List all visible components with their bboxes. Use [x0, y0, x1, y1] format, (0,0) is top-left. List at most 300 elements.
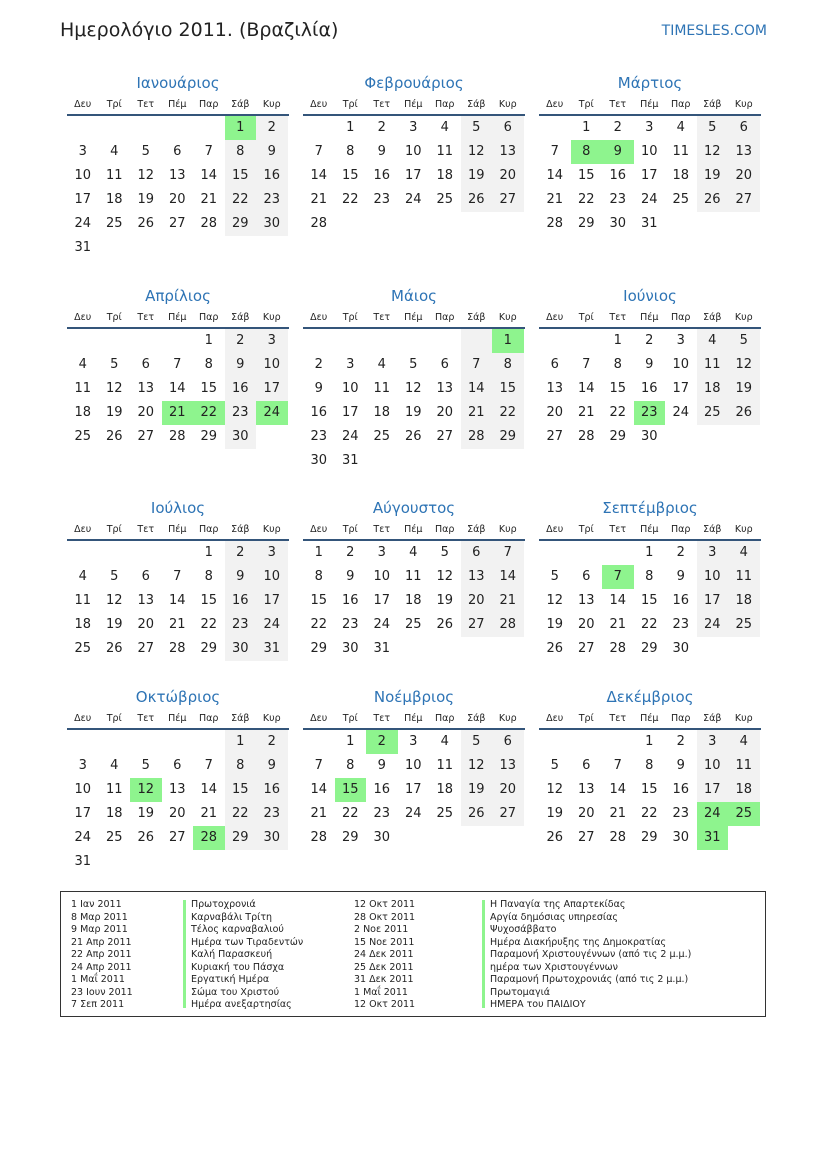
weekday-header — [539, 95, 761, 116]
month-name: Ιούλιος — [150, 499, 206, 517]
month-calendar — [539, 284, 761, 449]
day-cell: 28 — [609, 830, 627, 845]
day-cell: 5 — [141, 758, 150, 773]
holiday-name: Η Παναγία της Απαρτεκίδας — [490, 899, 626, 910]
day-cell: 11 — [404, 569, 422, 584]
day-cell: 19 — [137, 192, 155, 207]
holiday-date: 9 Μαρ 2011 — [71, 924, 128, 935]
day-cell: 1 — [204, 333, 213, 348]
day-cell: 17 — [256, 377, 288, 401]
empty-cell — [461, 826, 493, 850]
empty-cell — [461, 449, 493, 473]
day-cell: 11 — [436, 758, 454, 773]
holiday-date: 31 Δεκ 2011 — [354, 974, 414, 985]
day-grid — [539, 329, 761, 449]
day-cell: 14 — [492, 565, 524, 589]
weekday-label: Δευ — [310, 99, 328, 110]
day-grid — [67, 329, 289, 449]
day-cell: 3 — [697, 730, 729, 754]
day-cell: 22 — [225, 802, 257, 826]
day-cell: 9 — [256, 754, 288, 778]
weekday-header — [67, 308, 289, 329]
day-cell: 3 — [676, 333, 685, 348]
empty-cell — [99, 541, 131, 565]
day-cell: 16 — [256, 778, 288, 802]
day-cell: 2 — [676, 545, 685, 560]
day-cell: 16 — [225, 377, 257, 401]
day-cell: 23 — [672, 806, 690, 821]
day-cell: 22 — [609, 405, 627, 420]
weekday-label: Τετ — [373, 713, 391, 724]
empty-cell — [728, 637, 760, 661]
day-cell: 12 — [697, 140, 729, 164]
day-cell: 25 — [672, 192, 690, 207]
day-cell: 15 — [200, 381, 218, 396]
day-cell: 29 — [492, 425, 524, 449]
legend-left-names — [191, 899, 303, 1012]
month-name: Μάρτιος — [617, 74, 683, 92]
day-cell: 6 — [173, 144, 182, 159]
day-cell: 23 — [341, 617, 359, 632]
holiday-date: 28 Οκτ 2011 — [354, 911, 416, 923]
day-cell: 10 — [404, 144, 422, 159]
day-cell: 22 — [225, 188, 257, 212]
day-cell: 5 — [461, 730, 493, 754]
holiday-day-cell: 2 — [366, 730, 398, 754]
day-cell: 5 — [461, 116, 493, 140]
day-cell: 23 — [256, 188, 288, 212]
empty-cell — [303, 329, 335, 353]
empty-cell — [303, 730, 335, 754]
day-cell: 4 — [676, 120, 685, 135]
holiday-date: 1 Μαΐ 2011 — [354, 986, 408, 998]
day-grid — [67, 541, 289, 661]
empty-cell — [256, 850, 288, 874]
weekday-label: Παρ — [671, 713, 691, 724]
empty-cell — [193, 850, 225, 874]
day-cell: 6 — [582, 758, 591, 773]
empty-cell — [461, 329, 493, 353]
day-cell: 22 — [310, 617, 328, 632]
day-cell: 12 — [728, 353, 760, 377]
day-cell: 18 — [436, 782, 454, 797]
weekday-label: Τετ — [373, 524, 391, 535]
page-title: Ημερολόγιο 2011. (Βραζιλία) — [60, 19, 339, 41]
day-cell: 26 — [728, 401, 760, 425]
weekday-label: Δευ — [546, 524, 564, 535]
empty-cell — [429, 826, 461, 850]
day-cell: 21 — [310, 192, 328, 207]
day-cell: 9 — [346, 569, 355, 584]
day-cell: 29 — [310, 641, 328, 656]
month-calendar — [67, 71, 289, 260]
empty-cell — [602, 730, 634, 754]
weekday-label: Παρ — [199, 713, 219, 724]
day-cell: 18 — [404, 593, 422, 608]
day-cell: 26 — [137, 830, 155, 845]
day-cell: 15 — [200, 593, 218, 608]
day-cell: 4 — [697, 329, 729, 353]
day-cell: 11 — [373, 381, 391, 396]
holiday-day-cell: 25 — [728, 802, 760, 826]
day-cell: 6 — [173, 758, 182, 773]
day-cell: 13 — [728, 140, 760, 164]
day-cell: 16 — [609, 168, 627, 183]
day-cell: 21 — [609, 617, 627, 632]
day-cell: 31 — [256, 637, 288, 661]
day-cell: 20 — [492, 164, 524, 188]
holiday-day-cell: 28 — [193, 826, 225, 850]
empty-cell — [492, 212, 524, 236]
day-cell: 5 — [440, 545, 449, 560]
empty-cell — [162, 730, 194, 754]
day-cell: 11 — [74, 593, 92, 608]
day-cell: 28 — [200, 216, 218, 231]
month-name: Οκτώβριος — [135, 688, 221, 706]
day-cell: 4 — [728, 730, 760, 754]
empty-cell — [130, 236, 162, 260]
weekday-label: Σάβ — [467, 99, 486, 110]
day-cell: 20 — [577, 617, 595, 632]
holiday-date: 8 Μαρ 2011 — [71, 911, 128, 923]
weekday-label: Κυρ — [734, 312, 753, 323]
day-cell: 16 — [256, 164, 288, 188]
day-cell: 27 — [728, 188, 760, 212]
weekday-label: Πέμ — [640, 99, 659, 110]
empty-cell — [366, 212, 398, 236]
day-cell: 11 — [74, 381, 92, 396]
day-cell: 2 — [256, 730, 288, 754]
weekday-label: Σάβ — [231, 524, 250, 535]
day-cell: 12 — [105, 593, 123, 608]
weekday-header — [539, 520, 761, 541]
holiday-day-cell: 22 — [193, 401, 225, 425]
day-cell: 11 — [728, 754, 760, 778]
day-cell: 27 — [137, 641, 155, 656]
legend-right-dates — [354, 899, 415, 1012]
day-cell: 22 — [640, 806, 658, 821]
weekday-label: Δευ — [310, 713, 328, 724]
day-cell: 3 — [346, 357, 355, 372]
day-cell: 18 — [697, 377, 729, 401]
weekday-label: Σάβ — [231, 312, 250, 323]
holiday-name: ΗΜΕΡΑ του ΠΑΙΔΙΟΥ — [490, 999, 586, 1010]
day-cell: 28 — [577, 429, 595, 444]
day-cell: 21 — [310, 806, 328, 821]
weekday-label: Πέμ — [168, 713, 187, 724]
day-cell: 3 — [78, 758, 87, 773]
day-cell: 4 — [377, 357, 386, 372]
weekday-label: Τετ — [137, 713, 155, 724]
empty-cell — [665, 425, 697, 449]
day-cell: 26 — [461, 802, 493, 826]
day-cell: 11 — [697, 353, 729, 377]
empty-cell — [256, 236, 288, 260]
weekday-label: Παρ — [671, 524, 691, 535]
day-cell: 1 — [346, 734, 355, 749]
weekday-label: Τρί — [578, 312, 594, 323]
day-cell: 30 — [609, 216, 627, 231]
day-cell: 24 — [256, 613, 288, 637]
day-cell: 12 — [404, 381, 422, 396]
day-cell: 26 — [461, 188, 493, 212]
empty-cell — [130, 116, 162, 140]
day-cell: 28 — [168, 641, 186, 656]
day-cell: 6 — [492, 730, 524, 754]
day-cell: 18 — [74, 405, 92, 420]
day-cell: 1 — [613, 333, 622, 348]
empty-cell — [130, 850, 162, 874]
day-cell: 18 — [728, 778, 760, 802]
day-cell: 14 — [200, 168, 218, 183]
weekday-label: Τρί — [578, 524, 594, 535]
weekday-label: Κυρ — [262, 312, 281, 323]
day-cell: 8 — [613, 357, 622, 372]
empty-cell — [67, 329, 99, 353]
empty-cell — [225, 850, 257, 874]
day-cell: 25 — [105, 216, 123, 231]
day-cell: 25 — [728, 613, 760, 637]
day-cell: 19 — [697, 164, 729, 188]
empty-cell — [571, 329, 603, 353]
day-cell: 27 — [492, 802, 524, 826]
day-cell: 3 — [377, 545, 386, 560]
day-cell: 27 — [436, 429, 454, 444]
weekday-header — [67, 709, 289, 730]
holiday-day-cell: 15 — [335, 778, 367, 802]
day-cell: 11 — [105, 168, 123, 183]
day-cell: 23 — [609, 192, 627, 207]
day-cell: 23 — [373, 192, 391, 207]
day-cell: 4 — [440, 120, 449, 135]
day-cell: 29 — [640, 830, 658, 845]
day-cell: 27 — [461, 613, 493, 637]
day-cell: 22 — [577, 192, 595, 207]
day-cell: 9 — [377, 144, 386, 159]
day-cell: 20 — [577, 806, 595, 821]
empty-cell — [99, 236, 131, 260]
weekday-label: Σάβ — [467, 312, 486, 323]
day-cell: 21 — [200, 192, 218, 207]
weekday-label: Σάβ — [231, 99, 250, 110]
weekday-label: Κυρ — [498, 312, 517, 323]
holiday-day-cell: 23 — [634, 401, 666, 425]
empty-cell — [398, 212, 430, 236]
day-cell: 14 — [609, 782, 627, 797]
month-calendar — [67, 685, 289, 874]
day-cell: 10 — [404, 758, 422, 773]
day-cell: 24 — [74, 830, 92, 845]
holiday-day-cell: 24 — [697, 802, 729, 826]
day-cell: 6 — [492, 116, 524, 140]
month-name: Αύγουστος — [372, 499, 456, 517]
day-cell: 10 — [256, 565, 288, 589]
empty-cell — [492, 449, 524, 473]
day-cell: 10 — [373, 569, 391, 584]
holiday-name: Ημέρα Διακήρυξης της Δημοκρατίας — [490, 936, 667, 948]
empty-cell — [130, 730, 162, 754]
weekday-label: Παρ — [435, 524, 455, 535]
holiday-name: Παραμονή Πρωτοχρονιάς (από τις 2 μ.μ.) — [490, 974, 689, 985]
day-cell: 9 — [314, 381, 323, 396]
weekday-label: Τρί — [578, 99, 594, 110]
holiday-day-cell: 21 — [162, 401, 194, 425]
day-cell: 12 — [461, 754, 493, 778]
day-cell: 16 — [373, 168, 391, 183]
holiday-day-cell: 9 — [602, 140, 634, 164]
weekday-label: Τρί — [578, 713, 594, 724]
day-cell: 5 — [110, 357, 119, 372]
holiday-date: 22 Απρ 2011 — [71, 949, 132, 960]
day-grid — [303, 116, 525, 236]
day-cell: 3 — [409, 120, 418, 135]
day-cell: 5 — [550, 569, 559, 584]
day-cell: 25 — [373, 429, 391, 444]
weekday-label: Δευ — [74, 99, 92, 110]
day-cell: 13 — [137, 593, 155, 608]
day-cell: 5 — [550, 758, 559, 773]
day-cell: 16 — [225, 589, 257, 613]
day-cell: 24 — [341, 429, 359, 444]
weekday-label: Τετ — [137, 524, 155, 535]
empty-cell — [162, 541, 194, 565]
day-cell: 26 — [546, 830, 564, 845]
weekday-header — [539, 308, 761, 329]
day-cell: 7 — [613, 758, 622, 773]
day-cell: 12 — [461, 140, 493, 164]
month-name: Ιούνιος — [623, 287, 677, 305]
day-cell: 18 — [672, 168, 690, 183]
day-cell: 13 — [577, 782, 595, 797]
day-cell: 9 — [256, 140, 288, 164]
month-name: Δεκέμβριος — [606, 688, 694, 706]
weekday-label: Παρ — [671, 99, 691, 110]
month-name: Σεπτέμβριος — [602, 499, 698, 517]
weekday-label: Τετ — [609, 312, 627, 323]
day-cell: 23 — [225, 401, 257, 425]
holiday-date: 23 Ιουν 2011 — [71, 986, 133, 998]
day-grid — [67, 116, 289, 260]
day-cell: 12 — [546, 593, 564, 608]
holiday-day-cell: 24 — [256, 401, 288, 425]
day-cell: 8 — [492, 353, 524, 377]
day-cell: 19 — [137, 806, 155, 821]
empty-cell — [492, 637, 524, 661]
weekday-label: Τετ — [137, 99, 155, 110]
holiday-name: Εργατική Ημέρα — [191, 974, 270, 985]
day-cell: 10 — [640, 144, 658, 159]
day-cell: 7 — [173, 569, 182, 584]
holiday-name: ημέρα των Χριστουγέννων — [490, 961, 618, 973]
day-cell: 22 — [492, 401, 524, 425]
weekday-label: Πέμ — [168, 312, 187, 323]
empty-cell — [571, 541, 603, 565]
day-cell: 8 — [225, 140, 257, 164]
day-cell: 24 — [640, 192, 658, 207]
day-cell: 10 — [256, 353, 288, 377]
day-grid — [303, 329, 525, 473]
brand-link[interactable]: TIMESLES.COM — [661, 23, 767, 39]
weekday-label: Κυρ — [262, 524, 281, 535]
holiday-name: Πρωτοχρονιά — [191, 899, 256, 910]
day-cell: 13 — [492, 140, 524, 164]
empty-cell — [539, 329, 571, 353]
day-cell: 10 — [74, 782, 92, 797]
holiday-date: 12 Οκτ 2011 — [354, 899, 416, 910]
weekday-label: Δευ — [310, 312, 328, 323]
empty-cell — [162, 329, 194, 353]
weekday-label: Σάβ — [467, 713, 486, 724]
holiday-date: 21 Απρ 2011 — [71, 936, 132, 948]
day-cell: 25 — [74, 429, 92, 444]
weekday-label: Σάβ — [703, 312, 722, 323]
holiday-name: Σώμα του Χριστού — [191, 986, 280, 998]
day-cell: 25 — [105, 830, 123, 845]
day-cell: 1 — [582, 120, 591, 135]
day-cell: 30 — [256, 826, 288, 850]
day-cell: 21 — [461, 401, 493, 425]
holiday-date: 24 Απρ 2011 — [71, 961, 132, 973]
day-cell: 10 — [672, 357, 690, 372]
day-cell: 19 — [105, 405, 123, 420]
day-cell: 8 — [204, 357, 213, 372]
day-cell: 13 — [168, 782, 186, 797]
day-cell: 28 — [168, 429, 186, 444]
empty-cell — [67, 116, 99, 140]
day-cell: 17 — [74, 806, 92, 821]
month-name: Απρίλιος — [145, 287, 211, 305]
day-cell: 25 — [436, 192, 454, 207]
holiday-date: 7 Σεπ 2011 — [71, 999, 125, 1010]
day-cell: 8 — [645, 569, 654, 584]
weekday-label: Κυρ — [498, 713, 517, 724]
empty-cell — [99, 329, 131, 353]
day-grid — [539, 116, 761, 236]
empty-cell — [539, 541, 571, 565]
day-cell: 3 — [697, 541, 729, 565]
day-cell: 10 — [697, 754, 729, 778]
day-cell: 31 — [74, 854, 92, 869]
holiday-date: 2 Νοε 2011 — [354, 924, 409, 935]
empty-cell — [130, 541, 162, 565]
holiday-name: Τέλος καρναβαλιού — [191, 924, 284, 935]
weekday-label: Κυρ — [498, 524, 517, 535]
day-cell: 31 — [373, 641, 391, 656]
day-cell: 3 — [409, 734, 418, 749]
day-cell: 17 — [404, 782, 422, 797]
empty-cell — [99, 730, 131, 754]
day-cell: 14 — [200, 782, 218, 797]
day-cell: 21 — [492, 589, 524, 613]
day-cell: 1 — [225, 730, 257, 754]
day-cell: 5 — [110, 569, 119, 584]
day-cell: 15 — [492, 377, 524, 401]
empty-cell — [492, 826, 524, 850]
day-cell: 19 — [546, 617, 564, 632]
weekday-label: Δευ — [74, 312, 92, 323]
holiday-name: Αργία δημόσιας υπηρεσίας — [490, 911, 618, 923]
day-cell: 16 — [341, 593, 359, 608]
day-cell: 23 — [225, 613, 257, 637]
weekday-label: Τρί — [106, 99, 122, 110]
day-cell: 7 — [550, 144, 559, 159]
weekday-header — [303, 308, 525, 329]
weekday-label: Παρ — [199, 99, 219, 110]
empty-cell — [303, 116, 335, 140]
day-cell: 24 — [672, 405, 690, 420]
day-cell: 21 — [577, 405, 595, 420]
day-cell: 1 — [645, 734, 654, 749]
